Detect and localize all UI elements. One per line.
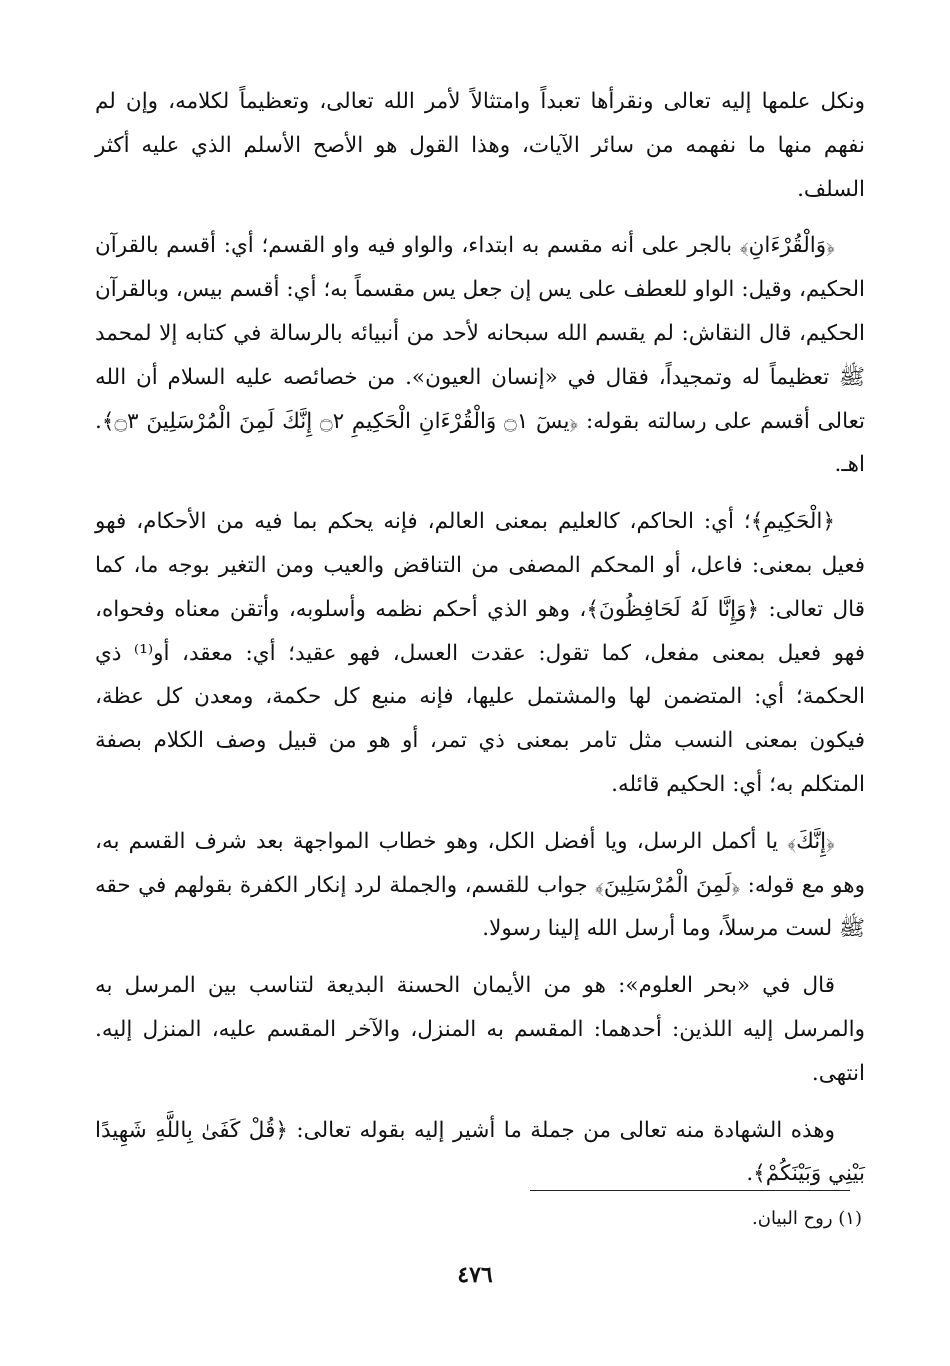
- page-body: [95, 80, 865, 1209]
- footnote-separator: [530, 1190, 850, 1191]
- page-number: ٤٧٦: [457, 1262, 493, 1288]
- footnote: (١) روح البيان.: [752, 1208, 862, 1229]
- paragraph-5: قال في «بحر العلوم»: هو من الأيمان الحسنة البديعة لتناسب بين المرسل به والمرسل إليه اللذين: أحدهما: المقسم به المنزل، والآخر المقسم عليه، المنزل إليه. انتهى.: [95, 973, 865, 1086]
- paragraph-4: ﴿إِنَّكَ﴾ يا أكمل الرسل، ويا أفضل الكل، وهو خطاب المواجهة بعد شرف القسم به، وهو مع قوله: ﴿لَمِنَ الْمُرْسَلِينَ﴾ جواب للقسم، والجملة لرد إنكار الكفرة بقولهم في حقه ﷺ لست مرسلاً، وما أرسل الله إلينا رسولا.: [95, 828, 865, 942]
- paragraph-1: ونكل علمها إليه تعالى ونقرأها تعبداً وامتثالاً لأمر الله تعالى، وتعظيماً لكلامه، وإن لم نفهم منها ما نفهمه من سائر الآيات، وهذا القول هو الأصح الأسلم الذي عليه أكثر السلف.: [95, 89, 865, 202]
- paragraph-3: ﴿الْحَكِيمِ﴾؛ أي: الحاكم، كالعليم بمعنى العالم، فإنه يحكم بما فيه من الأحكام، فهو فعيل بمعنى: فاعل، أو المحكم المصفى من التناقض والعيب ومن التغير بوجه ما، كما قال تعالى: ﴿وَإِنَّا لَهُ لَحَافِظُونَ﴾، وهو الذي أحكم نظمه وأسلوبه، وأتقن معناه وفحواه، فهو فعيل بمعنى مفعل، كما تقول: عقدت العسل، فهو عقيد؛ أي: معقد، أو⁽¹⁾ ذي الحكمة؛ أي: المتضمن لها والمشتمل عليها، فإنه منبع كل حكمة، ومعدن كل عظة، فيكون بمعنى النسب مثل تامر بمعنى ذي تمر، أو هو من قبيل وصف الكلام بصفة المتكلم به؛ أي: الحكيم قائله.: [95, 509, 865, 797]
- paragraph-2: ﴿وَالْقُرْءَانِ﴾ بالجر على أنه مقسم به ابتداء، والواو فيه واو القسم؛ أي: أقسم بالقرآن الحكيم، وقيل: الواو للعطف على يس إن جعل يس مقسماً به؛ أي: أقسم بيس، وبالقرآن الحكيم، قال النقاش: لم يقسم الله سبحانه لأحد من أنبيائه بالرسالة في كتابه إلا لمحمد ﷺ تعظيماً له وتمجيداً، فقال في «إنسان العيون». من خصائصه عليه السلام أن الله تعالى أقسم على رسالته بقوله: ﴿يسٓ ۝١ وَالْقُرْءَانِ الْحَكِيمِ ۝٢ إِنَّكَ لَمِنَ الْمُرْسَلِينَ ۝٣﴾. اهـ.: [95, 233, 865, 478]
- paragraph-6: وهذه الشهادة منه تعالى من جملة ما أشير إليه بقوله تعالى: ﴿قُلْ كَفَىٰ بِاللَّهِ شَهِيدًا بَيْنِي وَبَيْنَكُمْ﴾.: [95, 1117, 865, 1187]
